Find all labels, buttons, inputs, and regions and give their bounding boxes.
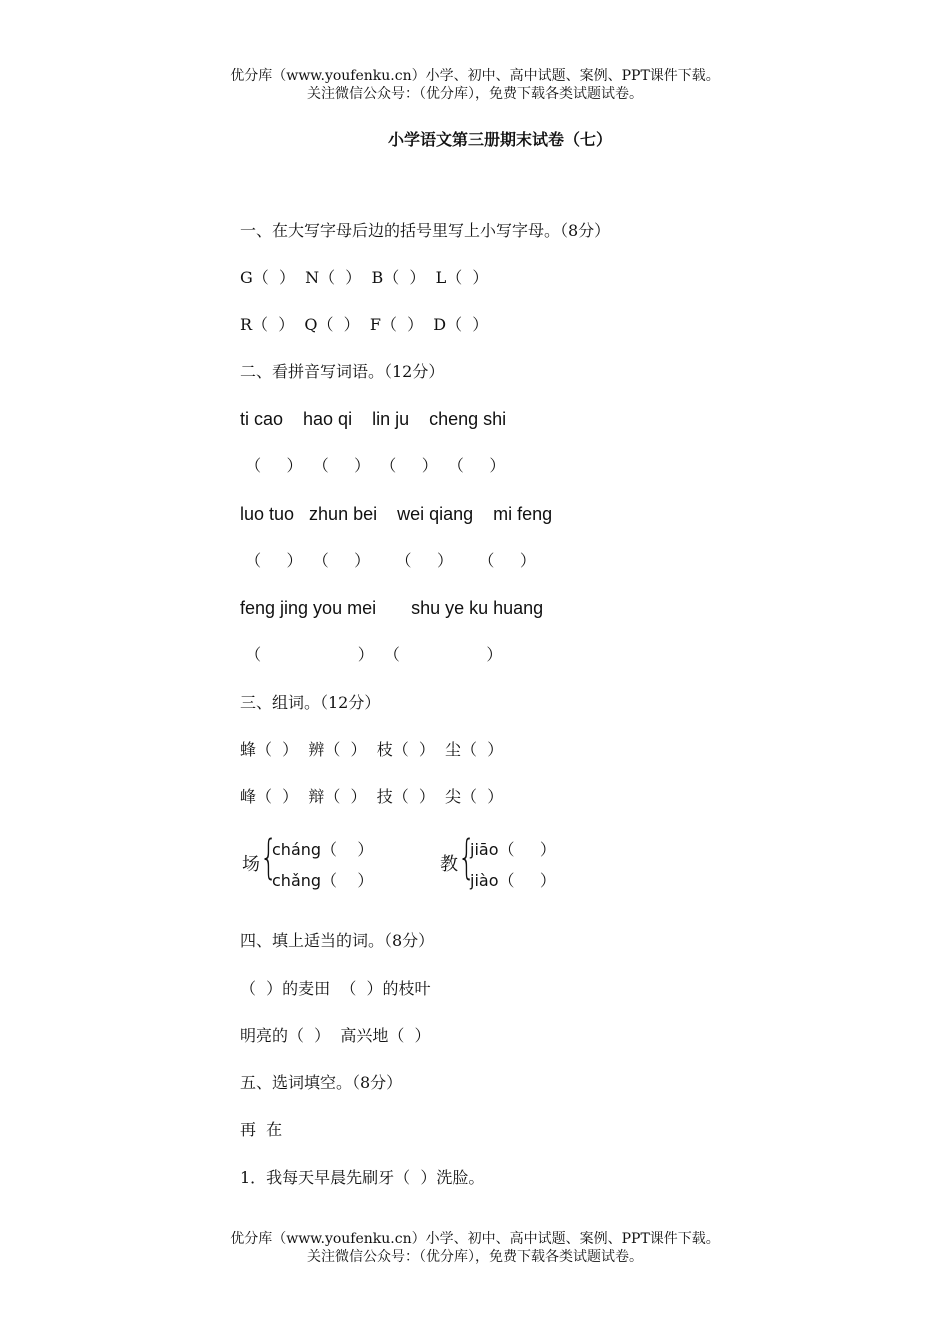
section3-row2: 峰（ ） 辩（ ） 技（ ） 尖（ ） [240,787,504,806]
polyphone-char-2: 教 [440,854,458,875]
blank-row-3: （ ） （ ） [240,645,503,664]
polyphone-reading-2b: jiào（ ） [470,871,556,890]
brace-icon: { [259,830,278,884]
blank-row-2: （ ） （ ） （ ） （ ） [240,551,536,570]
pinyin-row-2: luo tuo zhun bei wei qiang mi feng [240,504,553,524]
pinyin-row-1: ti cao hao qi lin ju cheng shi [240,409,507,429]
section1-heading: 一、在大写字母后边的括号里写上小写字母。（8分） [240,221,611,240]
polyphone-reading-1a: cháng（ ） [272,840,374,859]
polyphone-group-2 [438,830,638,895]
question-1: 1．我每天早晨先刷牙（ ）洗脸。 [240,1168,485,1187]
polyphone-reading-2a: jiāo（ ） [470,840,556,859]
footer-line-1: 优分库（www.youfenku.cn）小学、初中、高中试题、案例、PPT课件下载。 [230,1231,720,1247]
section4-row1: （ ）的麦田 （ ）的枝叶 [240,979,431,998]
section2-heading: 二、看拼音写词语。（12分） [240,362,445,381]
polyphone-group-1 [240,830,440,895]
polyphone-char-1: 场 [242,854,260,875]
header-line-2: 关注微信公众号：（优分库），免费下载各类试题试卷。 [307,86,643,102]
blank-row-1: （ ） （ ） （ ） （ ） [240,456,506,475]
section1-row1: G（ ） N（ ） B（ ） L（ ） [240,268,489,287]
brace-icon: { [457,830,476,884]
footer-line-2: 关注微信公众号：（优分库），免费下载各类试题试卷。 [307,1249,643,1265]
section4-heading: 四、填上适当的词。（8分） [240,931,435,950]
page-header [0,67,950,103]
exam-title: 小学语文第三册期末试卷（七） [387,130,612,149]
page-footer [0,1230,950,1266]
word-choices: 再 在 [240,1120,283,1139]
section3-heading: 三、组词。（12分） [240,693,381,712]
section1-row2: R（ ） Q（ ） F（ ） D（ ） [240,315,489,334]
section5-heading: 五、选词填空。（8分） [240,1073,403,1092]
header-line-1: 优分库（www.youfenku.cn）小学、初中、高中试题、案例、PPT课件下载。 [230,68,720,84]
section3-row1: 蜂（ ） 辨（ ） 枝（ ） 尘（ ） [240,740,504,759]
section4-row2: 明亮的（ ） 高兴地（ ） [240,1026,431,1045]
pinyin-row-3: feng jing you mei shu ye ku huang [240,598,544,618]
polyphone-reading-1b: chǎng（ ） [272,871,374,890]
